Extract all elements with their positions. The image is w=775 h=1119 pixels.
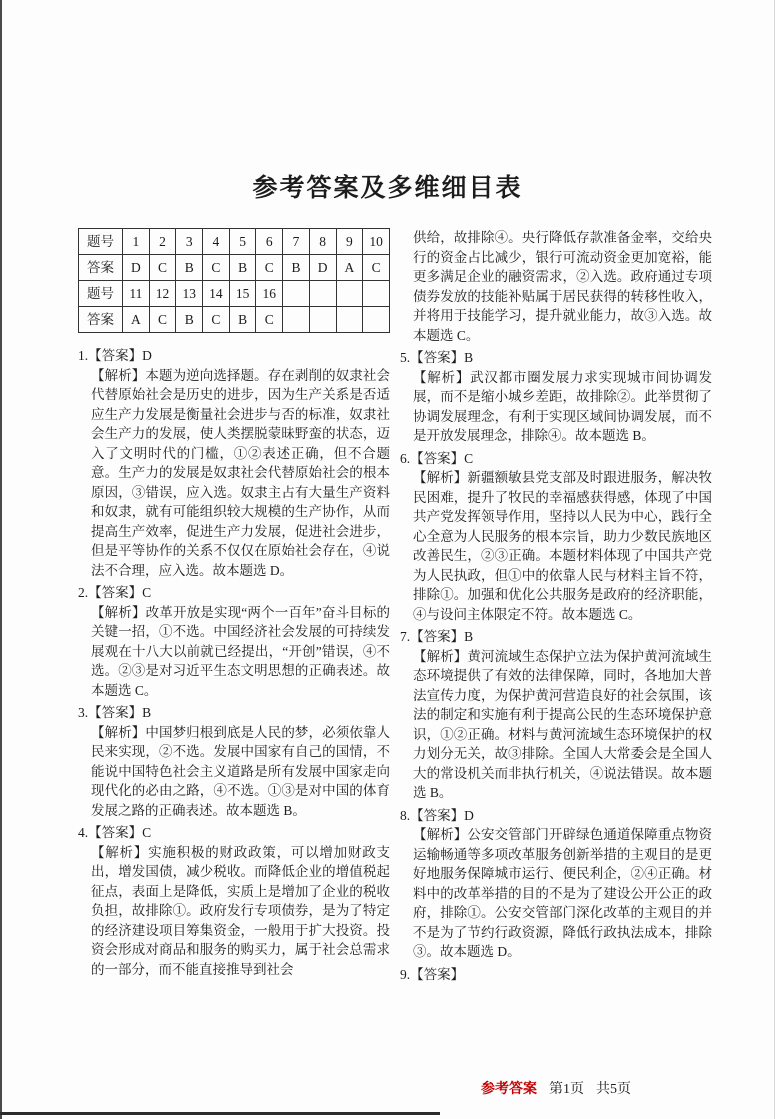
table-cell: B bbox=[229, 255, 256, 281]
answer-item-6 bbox=[400, 449, 712, 625]
table-cell: 11 bbox=[123, 281, 150, 307]
row-header-cell: 答案 bbox=[79, 307, 123, 333]
table-cell bbox=[336, 281, 363, 307]
footer-total-pages: 共5页 bbox=[596, 1082, 631, 1097]
table-cell: C bbox=[256, 255, 283, 281]
answer-line: 1.【答案】D bbox=[78, 348, 152, 363]
answer-item-8 bbox=[400, 806, 712, 962]
table-row bbox=[79, 307, 390, 333]
footer-page-number: 第1页 bbox=[549, 1082, 584, 1097]
answer-item-2 bbox=[78, 583, 390, 700]
answer-item-3 bbox=[78, 703, 390, 820]
answer-line: 5.【答案】B bbox=[400, 350, 474, 365]
answer-line: 6.【答案】C bbox=[400, 450, 474, 466]
table-cell: B bbox=[229, 307, 256, 333]
table-row bbox=[79, 229, 390, 255]
page-footer bbox=[400, 1078, 712, 1098]
table-cell: 13 bbox=[176, 281, 203, 307]
table-cell: 1 bbox=[123, 229, 150, 255]
row-header-cell: 答案 bbox=[79, 255, 123, 281]
answer-item-7 bbox=[400, 627, 712, 803]
table-cell: 5 bbox=[229, 229, 256, 255]
answer-item-5 bbox=[400, 348, 712, 446]
explanation-text: 【解析】新疆额敏县党支部及时跟进服务，解决牧民困难，提升了牧民的幸福感获得感，体现了中国共产党发挥领导作用，坚持以人民为中心，践行全心全意为人民服务的根本宗旨，助力少数民族地区改善民生，②③正确。本题材料体现了中国共产党为人民执政，但①中的依靠人民与材料主旨不符，排除①。加强和优化公共服务是政府的经济职能，④与设问主体限定不符。故本题选 C。 bbox=[413, 470, 712, 622]
two-column-body bbox=[78, 228, 712, 987]
table-cell: A bbox=[336, 255, 363, 281]
answer-item-9 bbox=[400, 965, 712, 985]
right-column bbox=[400, 228, 712, 987]
footer-label: 参考答案 bbox=[481, 1082, 537, 1097]
table-cell: C bbox=[149, 307, 176, 333]
table-cell: C bbox=[203, 307, 230, 333]
table-cell: 15 bbox=[229, 281, 256, 307]
explanation-text: 【解析】中国梦归根到底是人民的梦，必须依靠人民来实现，②不选。发展中国家有自己的国情，不能说中国特色社会主义道路是所有发展中国家走向现代化的必由之路，④不选。①③是对中国的体育发展之路的正确表述。故本题选 B。 bbox=[91, 724, 390, 818]
table-cell bbox=[309, 307, 336, 333]
table-cell: 4 bbox=[203, 229, 230, 255]
scan-edge-bottom bbox=[0, 1112, 440, 1115]
explanation-text: 【解析】公安交管部门开辟绿色通道保障重点物资运输畅通等多项改革服务创新举措的主观目的是更好地服务保障城市运行、便民利企，②④正确。材料中的改革举措的目的不是为了建设公开公正的政府，排除①。公安交管部门深化改革的主观目的并不是为了节约行政资源，降低行政执法成本，排除③。故本题选 D。 bbox=[413, 827, 712, 959]
table-cell: C bbox=[363, 255, 390, 281]
table-cell: C bbox=[203, 255, 230, 281]
explanation-text: 【解析】实施积极的财政政策，可以增加财政支出，增发国债，减少税收。而降低企业的增值税起征点，表面上是降低，实质上是增加了企业的税收负担，故排除①。政府发行专项债券，是为了特定的经济建设项目筹集资金，一般用于扩大投资。投资会形成对商品和服务的购买力，属于社会总需求的一部分，而不能直接推导到社会 bbox=[91, 844, 390, 977]
table-cell bbox=[363, 307, 390, 333]
answer-line: 3.【答案】B bbox=[78, 705, 152, 720]
table-cell: B bbox=[176, 255, 203, 281]
table-cell: 2 bbox=[149, 229, 176, 255]
explanation-text: 【解析】黄河流域生态保护立法为保护黄河流域生态环境提供了有效的法律保障，同时，各地加大普法宣传力度，为保护黄河营造良好的社会氛围，该法的制定和实施有利于提高公民的生态环境保护意识，①②正确。材料与黄河流域生态环境保护的权力划分无关，故③排除。全国人大常委会是全国人大的常设机关而非执行机关，④说法错误。故本题选 B。 bbox=[413, 648, 712, 800]
answer-item-1 bbox=[78, 346, 390, 580]
table-cell: A bbox=[123, 307, 150, 333]
explanation-text: 【解析】本题为逆向选择题。存在剥削的奴隶社会代替原始社会是历史的进步，因为生产关系是否适应生产力发展是衡量社会进步与否的标准，奴隶社会生产力的发展，使人类摆脱蒙昧野蛮的状态，迈入了文明时代的门槛，①②表述正确，但不合题意。生产力的发展是奴隶社会代替原始社会的根本原因，③错误，应入选。奴隶主占有大量生产资料和奴隶，就有可能组织较大规模的生产协作，从而提高生产效率，促进生产力发展，促进社会进步，但是平等协作的关系不仅仅在原始社会存在，④说法不合理，应入选。故本题选 D。 bbox=[91, 367, 390, 578]
answer-line: 4.【答案】C bbox=[78, 825, 152, 840]
table-cell: C bbox=[149, 255, 176, 281]
table-cell: B bbox=[283, 255, 310, 281]
left-column bbox=[78, 228, 390, 987]
table-cell: 9 bbox=[336, 229, 363, 255]
table-cell: D bbox=[309, 255, 336, 281]
row-header-cell: 题号 bbox=[79, 281, 123, 307]
answer-line: 2.【答案】C bbox=[78, 585, 152, 600]
table-row bbox=[79, 255, 390, 281]
table-cell: B bbox=[176, 307, 203, 333]
table-cell: D bbox=[123, 255, 150, 281]
answer-line: 7.【答案】B bbox=[400, 629, 474, 644]
table-cell bbox=[336, 307, 363, 333]
answer-key-table bbox=[78, 228, 390, 333]
table-row bbox=[79, 281, 390, 307]
table-cell: 3 bbox=[176, 229, 203, 255]
table-cell: 14 bbox=[203, 281, 230, 307]
row-header-cell: 题号 bbox=[79, 229, 123, 255]
explanation-text: 【解析】改革开放是实现“两个一百年”奋斗目标的关键一招，①不选。中国经济社会发展的可持续发展观在十八大以前就已经提出，“开创”错误，④不选。②③是对习近平生态文明思想的正确表述。故本题选 C。 bbox=[91, 604, 390, 698]
table-cell: 10 bbox=[363, 229, 390, 255]
table-cell: 16 bbox=[256, 281, 283, 307]
table-cell bbox=[363, 281, 390, 307]
table-cell: C bbox=[256, 307, 283, 333]
table-cell: 12 bbox=[149, 281, 176, 307]
table-cell bbox=[283, 307, 310, 333]
page-title: 参考答案及多维细目表 bbox=[252, 175, 523, 202]
table-cell: 7 bbox=[283, 229, 310, 255]
table-cell: 8 bbox=[309, 229, 336, 255]
explanation-text: 【解析】武汉都市圈发展力求实现城市间协调发展，而不是缩小城乡差距，故排除②。此举贯彻了协调发展理念，有利于实现区域间协调发展，而不是开放发展理念，排除④。故本题选 B。 bbox=[413, 369, 712, 443]
answer-line: 9.【答案】 bbox=[400, 966, 465, 982]
continuation-paragraph: 供给，故排除④。央行降低存款准备金率，交给央行的资金占比减少，银行可流动资金更加宽裕，能更多满足企业的融资需求，②入选。政府通过专项债券发放的技能补贴属于居民获得的转移性收入，并将用于技能学习，提升就业能力，故③入选。故本题选 C。 bbox=[413, 230, 712, 343]
answer-line: 8.【答案】D bbox=[400, 807, 474, 823]
table-cell bbox=[283, 281, 310, 307]
table-cell: 6 bbox=[256, 229, 283, 255]
table-cell bbox=[309, 281, 336, 307]
answer-item-4 bbox=[78, 823, 390, 979]
